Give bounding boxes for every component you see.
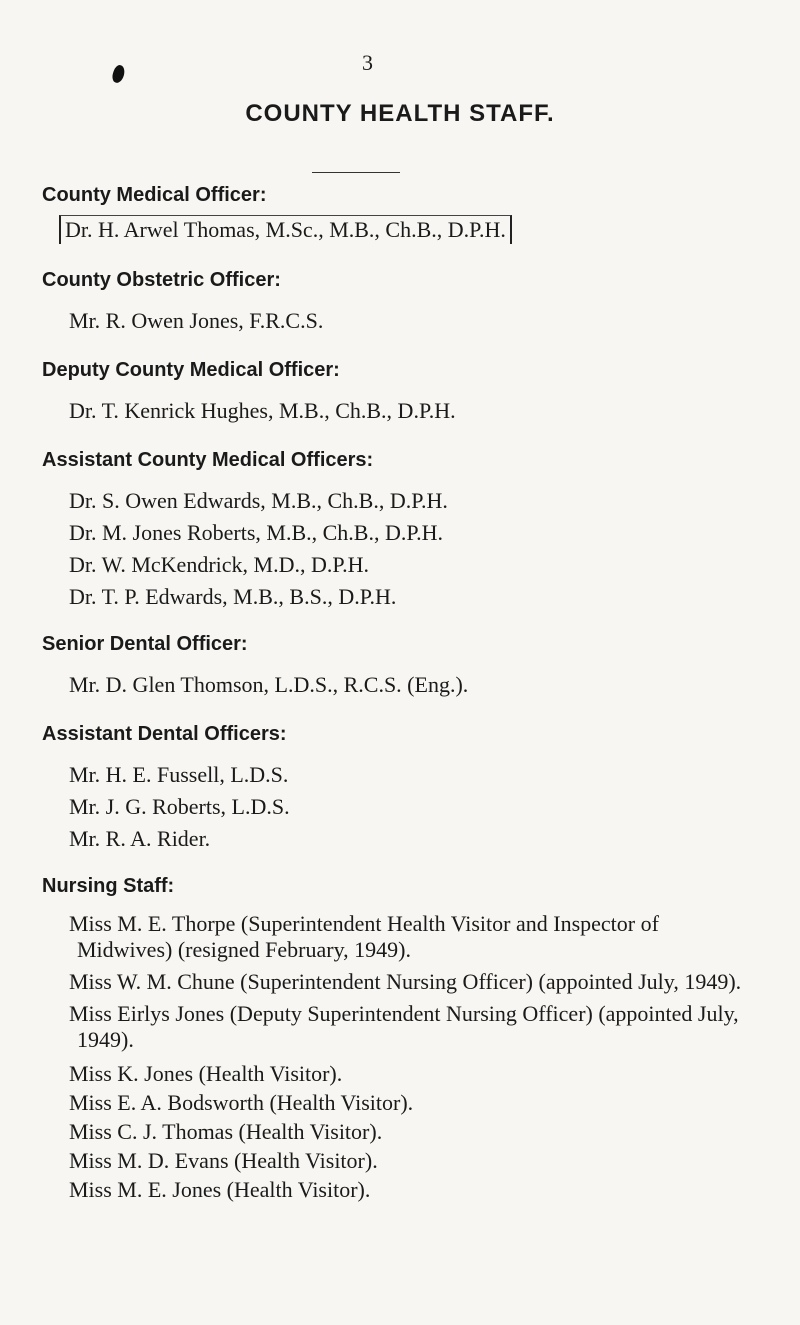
entry-list [42, 395, 742, 427]
title-rule [312, 172, 400, 173]
staff-entry: Mr. H. E. Fussell, L.D.S. [69, 762, 289, 787]
section-heading: Assistant Dental Officers: [42, 723, 287, 745]
entry-list [42, 214, 742, 246]
entry-list [42, 759, 742, 855]
staff-entry: Mr. J. G. Roberts, L.D.S. [69, 794, 290, 819]
staff-entry: Miss E. A. Bodsworth (Health Visitor). [69, 1090, 414, 1115]
staff-entry: Mr. D. Glen Thomson, L.D.S., R.C.S. (Eng.). [69, 672, 469, 697]
staff-entry: Dr. M. Jones Roberts, M.B., Ch.B., D.P.H. [69, 520, 444, 545]
bullet-mark [110, 64, 126, 85]
section-nursing-staff [42, 873, 742, 1204]
entry-list [42, 305, 742, 337]
section-county-medical-officer [42, 182, 742, 246]
staff-list [42, 182, 742, 1204]
section-assistant-dental-officers [42, 721, 742, 855]
entry-list [42, 669, 742, 701]
section-county-obstetric-officer [42, 267, 742, 337]
staff-entry: Miss K. Jones (Health Visitor). [69, 1061, 343, 1086]
entry-list [42, 485, 742, 613]
staff-entry: Dr. T. P. Edwards, M.B., B.S., D.P.H. [69, 584, 397, 609]
entry-list [42, 911, 742, 1204]
section-heading: Assistant County Medical Officers: [42, 449, 374, 471]
boxed-entry-text: Dr. H. Arwel Thomas, M.Sc., M.B., Ch.B., D.P.H. [59, 215, 512, 244]
page-number: 3 [362, 50, 373, 75]
section-senior-dental-officer [42, 631, 742, 701]
staff-entry: Mr. R. Owen Jones, F.R.C.S. [69, 308, 324, 333]
section-heading: County Obstetric Officer: [42, 269, 281, 291]
staff-entry: Miss M. E. Jones (Health Visitor). [69, 1177, 371, 1202]
staff-entry: Dr. W. McKendrick, M.D., D.P.H. [69, 552, 370, 577]
section-heading: County Medical Officer: [42, 184, 267, 206]
staff-entry: Dr. T. Kenrick Hughes, M.B., Ch.B., D.P.H. [69, 398, 456, 423]
section-assistant-county-medical-officers [42, 447, 742, 613]
page-title: COUNTY HEALTH STAFF. [245, 100, 555, 127]
section-heading: Deputy County Medical Officer: [42, 359, 340, 381]
staff-entry: Miss M. E. Thorpe (Superintendent Health Visitor and Inspector of Midwives) (resigned February, 1949). [69, 911, 659, 962]
staff-entry: Miss Eirlys Jones (Deputy Superintendent Nursing Officer) (appointed July, 1949). [69, 1001, 739, 1052]
staff-entry [42, 214, 742, 246]
staff-entry: Miss C. J. Thomas (Health Visitor). [69, 1119, 383, 1144]
section-heading: Nursing Staff: [42, 875, 175, 897]
section-heading: Senior Dental Officer: [42, 633, 248, 655]
staff-entry: Miss W. M. Chune (Superintendent Nursing Officer) (appointed July, 1949). [69, 969, 742, 994]
section-deputy-county-medical-officer [42, 357, 742, 427]
staff-entry: Mr. R. A. Rider. [69, 826, 211, 851]
staff-entry: Dr. S. Owen Edwards, M.B., Ch.B., D.P.H. [69, 488, 448, 513]
staff-entry: Miss M. D. Evans (Health Visitor). [69, 1148, 378, 1173]
